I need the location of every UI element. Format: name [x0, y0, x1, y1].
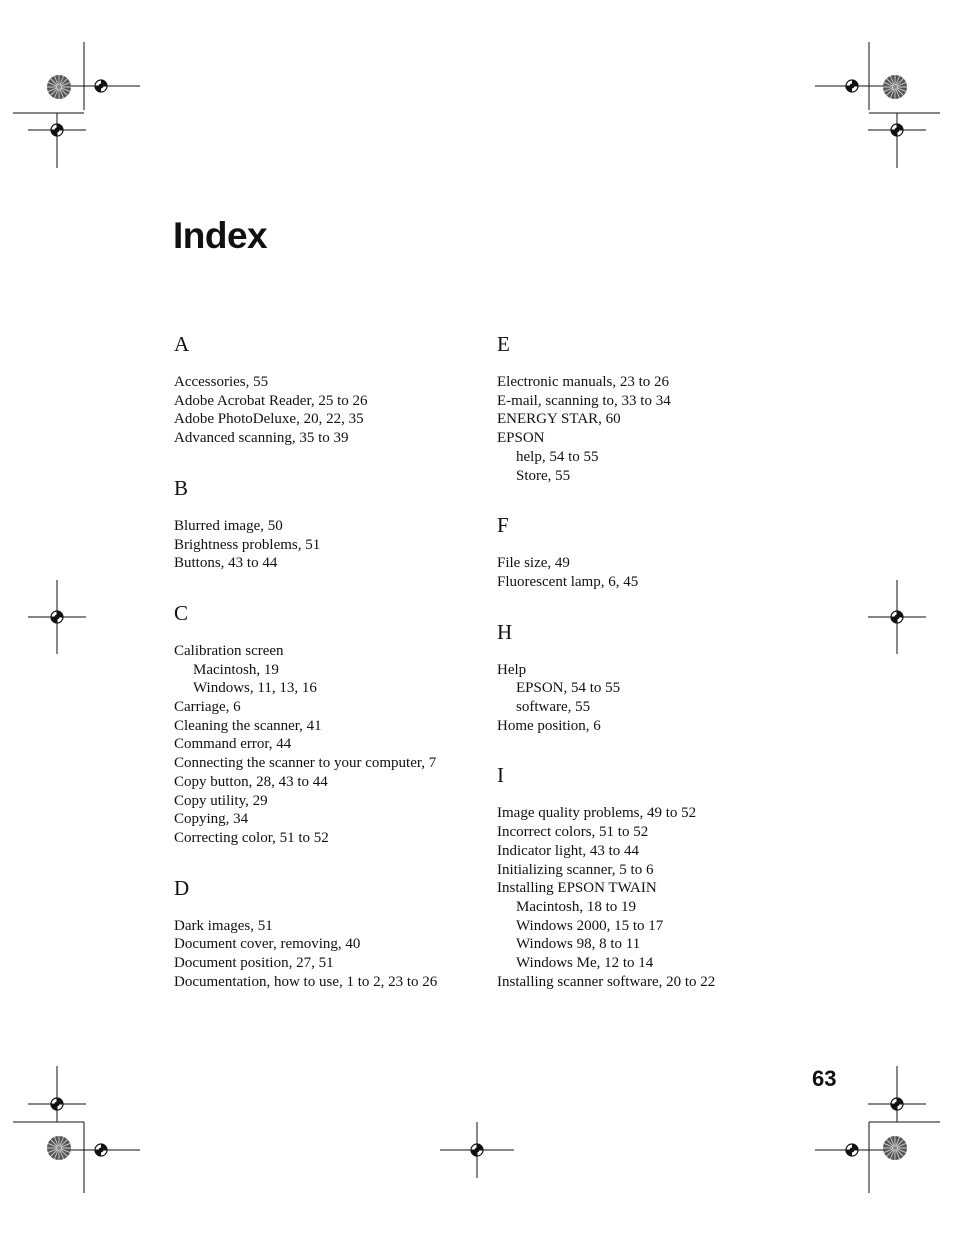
index-entry: Help	[497, 661, 527, 678]
index-entry: Initializing scanner, 5 to 6	[497, 861, 654, 878]
index-entry: E-mail, scanning to, 33 to 34	[497, 392, 671, 409]
section-letter: C	[174, 600, 189, 625]
index-entry: Buttons, 43 to 44	[174, 555, 278, 572]
index-entry: Copying, 34	[174, 811, 249, 828]
index-column-left	[174, 330, 474, 1017]
index-entry: Carriage, 6	[174, 699, 241, 716]
index-entry: Document position, 27, 51	[174, 955, 334, 972]
page-title: Index	[173, 215, 268, 256]
index-section-h	[497, 618, 797, 736]
index-subentry: Windows 98, 8 to 11	[516, 936, 641, 953]
section-letter: B	[174, 475, 189, 500]
section-letter: H	[497, 619, 513, 644]
index-section-e	[497, 330, 797, 485]
index-section-c	[174, 599, 474, 848]
index-section-d	[174, 874, 474, 992]
page-number: 63	[812, 1066, 837, 1091]
index-entry: Indicator light, 43 to 44	[497, 842, 640, 859]
index-entry: EPSON	[497, 430, 545, 447]
index-entry: Calibration screen	[174, 642, 284, 659]
index-entry: Incorrect colors, 51 to 52	[497, 824, 649, 841]
index-subentry: Windows, 11, 13, 16	[193, 680, 317, 697]
section-letter: F	[497, 513, 509, 538]
section-letter: D	[174, 875, 190, 900]
index-entry: File size, 49	[497, 555, 570, 572]
index-subentry: Windows Me, 12 to 14	[516, 955, 654, 972]
index-subentry: Macintosh, 19	[193, 661, 279, 678]
index-section-a	[174, 330, 474, 448]
index-entry: Documentation, how to use, 1 to 2, 23 to 26	[174, 973, 438, 990]
section-letter: E	[497, 332, 510, 356]
index-entry: Copy button, 28, 43 to 44	[174, 773, 328, 790]
index-section-i	[497, 761, 797, 991]
index-entry: Connecting the scanner to your computer, 7	[174, 755, 437, 772]
index-entry: Document cover, removing, 40	[174, 936, 361, 953]
index-entry: ENERGY STAR, 60	[497, 411, 621, 428]
index-entry: Command error, 44	[174, 736, 292, 753]
index-entry: Correcting color, 51 to 52	[174, 829, 329, 846]
section-letter: A	[174, 332, 190, 356]
index-entry: Blurred image, 50	[174, 517, 283, 534]
index-entry: Home position, 6	[497, 717, 601, 734]
index-subentry: Store, 55	[516, 467, 571, 484]
index-subentry: help, 54 to 55	[516, 448, 599, 465]
index-entry: Installing scanner software, 20 to 22	[497, 973, 716, 990]
section-letter: I	[497, 763, 504, 788]
index-entry: Adobe PhotoDeluxe, 20, 22, 35	[174, 411, 364, 428]
index-subentry: Windows 2000, 15 to 17	[516, 917, 664, 934]
index-subentry: EPSON, 54 to 55	[516, 680, 621, 697]
index-entry: Advanced scanning, 35 to 39	[174, 430, 349, 447]
index-section-f	[497, 511, 797, 591]
index-subentry: software, 55	[516, 699, 591, 716]
index-entry: Adobe Acrobat Reader, 25 to 26	[174, 392, 368, 409]
index-entry: Brightness problems, 51	[174, 536, 321, 553]
index-entry: Electronic manuals, 23 to 26	[497, 374, 670, 390]
index-entry: Image quality problems, 49 to 52	[497, 805, 697, 822]
index-entry: Copy utility, 29	[174, 792, 268, 809]
index-subentry: Macintosh, 18 to 19	[516, 898, 636, 915]
index-entry: Installing EPSON TWAIN	[497, 880, 657, 897]
index-column-right	[497, 330, 797, 1017]
index-entry: Cleaning the scanner, 41	[174, 717, 322, 734]
index-section-b	[174, 474, 474, 573]
index-entry: Fluorescent lamp, 6, 45	[497, 573, 639, 590]
index-entry: Accessories, 55	[174, 374, 269, 390]
index-entry: Dark images, 51	[174, 917, 273, 934]
